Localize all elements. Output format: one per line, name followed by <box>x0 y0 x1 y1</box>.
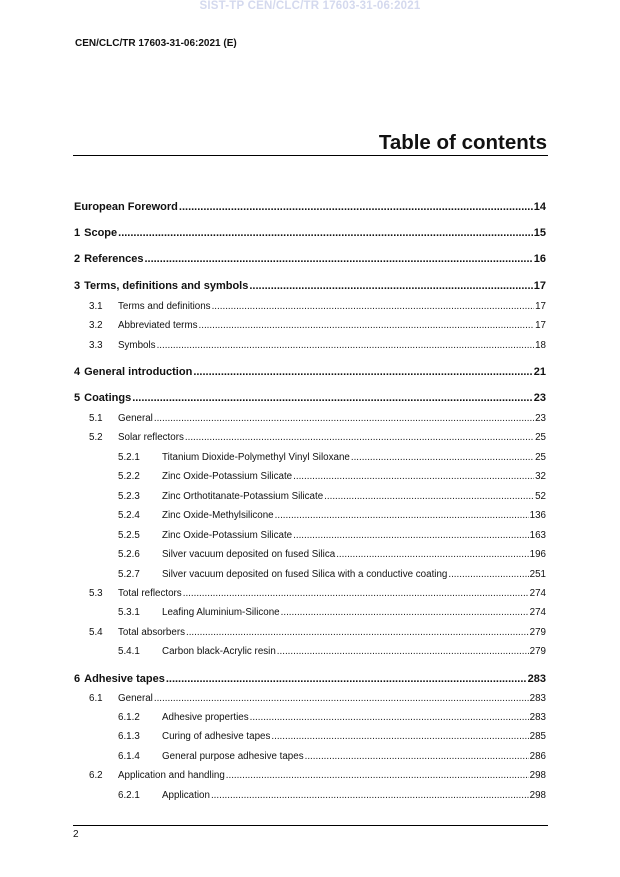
toc-entry-number: 6.1.4 <box>118 751 140 762</box>
toc-leader-dots <box>144 253 532 265</box>
toc-entry[interactable] <box>118 607 546 618</box>
toc-entry-title: Symbols <box>118 340 156 351</box>
footer-divider <box>73 825 548 826</box>
toc-entry-number: 1 <box>74 227 81 239</box>
toc-entry-page: 14 <box>533 201 546 213</box>
toc-entry-title: Carbon black-Acrylic resin <box>162 646 276 657</box>
toc-entry-title: Silver vacuum deposited on fused Silica with a conductive coating <box>162 569 448 580</box>
toc-leader-dots <box>154 693 529 704</box>
toc-leader-dots <box>157 340 535 351</box>
toc-leader-dots <box>271 731 528 742</box>
toc-entry[interactable] <box>89 432 546 443</box>
toc-entry-number: 6.1.2 <box>118 712 140 723</box>
toc-leader-dots <box>275 510 529 521</box>
toc-entry-title: Total absorbers <box>118 627 185 638</box>
toc-entry-number: 5.2.7 <box>118 569 140 580</box>
toc-entry[interactable] <box>118 530 546 541</box>
toc-entry-title: Leafing Aluminium-Silicone <box>162 607 280 618</box>
toc-entry-page: 279 <box>529 646 546 657</box>
toc-entry[interactable] <box>89 693 546 704</box>
toc-entry-number: 4 <box>74 366 81 378</box>
toc-entry[interactable] <box>118 510 546 521</box>
toc-leader-dots <box>154 413 534 424</box>
toc-entry[interactable] <box>74 392 546 404</box>
toc-entry-number: 5.2 <box>89 432 103 443</box>
toc-entry-title: Abbreviated terms <box>118 320 198 331</box>
toc-leader-dots <box>448 569 528 580</box>
toc-entry-page: 16 <box>533 253 546 265</box>
toc-entry-page: 286 <box>529 751 546 762</box>
toc-entry-page: 21 <box>533 366 546 378</box>
toc-entry-page: 23 <box>535 413 546 424</box>
toc-entry-number: 5.2.4 <box>118 510 140 521</box>
toc-entry-page: 15 <box>533 227 546 239</box>
toc-entry[interactable] <box>118 471 546 482</box>
toc-entry-number: 6.1.3 <box>118 731 140 742</box>
toc-entry[interactable] <box>74 673 546 685</box>
toc-entry-title: Scope <box>84 227 118 239</box>
toc-entry-title: Adhesive tapes <box>84 673 165 685</box>
toc-entry[interactable] <box>118 712 546 723</box>
toc-entry[interactable] <box>118 491 546 502</box>
toc-entry[interactable] <box>89 320 546 331</box>
toc-entry-page: 251 <box>529 569 546 580</box>
toc-leader-dots <box>305 751 529 762</box>
toc-entry-page: 274 <box>529 588 546 599</box>
toc-leader-dots <box>132 392 533 404</box>
toc-entry-number: 5.4 <box>89 627 103 638</box>
toc-leader-dots <box>186 627 529 638</box>
toc-entry-page: 52 <box>535 491 546 502</box>
toc-entry-title: General <box>118 413 153 424</box>
toc-entry[interactable] <box>89 413 546 424</box>
toc-entry-number: 5.3.1 <box>118 607 140 618</box>
toc-leader-dots <box>212 301 535 312</box>
toc-entry-number: 3.3 <box>89 340 103 351</box>
toc-entry-number: 6 <box>74 673 81 685</box>
toc-entry-title: Coatings <box>84 392 132 404</box>
toc-entry-title: Zinc Oxide-Potassium Silicate <box>162 530 293 541</box>
toc-entry-title: Curing of adhesive tapes <box>162 731 271 742</box>
toc-entry-page: 17 <box>535 301 546 312</box>
toc-entry-title: General introduction <box>84 366 193 378</box>
toc-entry-title: Zinc Oxide-Methylsilicone <box>162 510 274 521</box>
toc-entry[interactable] <box>118 751 546 762</box>
toc-entry-page: 279 <box>529 627 546 638</box>
toc-entry-page: 18 <box>535 340 546 351</box>
toc-entry[interactable] <box>74 253 546 265</box>
toc-entry-number: 5.2.6 <box>118 549 140 560</box>
toc-entry-page: 25 <box>535 452 546 463</box>
toc-entry-title: References <box>84 253 144 265</box>
toc-entry-number: 3.1 <box>89 301 103 312</box>
toc-leader-dots <box>226 770 529 781</box>
toc-entry[interactable] <box>89 770 546 781</box>
toc-entry[interactable] <box>89 301 546 312</box>
toc-entry-number: 5.1 <box>89 413 103 424</box>
toc-entry[interactable] <box>118 790 546 801</box>
toc-leader-dots <box>185 432 534 443</box>
toc-leader-dots <box>277 646 529 657</box>
toc-entry-title: Adhesive properties <box>162 712 249 723</box>
toc-entry-title: General purpose adhesive tapes <box>162 751 304 762</box>
toc-leader-dots <box>249 280 532 292</box>
toc-entry-title: Zinc Orthotitanate-Potassium Silicate <box>162 491 324 502</box>
toc-entry-title: European Foreword <box>74 201 178 213</box>
toc-entry-number: 2 <box>74 253 81 265</box>
toc-entry[interactable] <box>118 569 546 580</box>
toc-leader-dots <box>211 790 529 801</box>
title-divider <box>73 155 548 156</box>
page-number: 2 <box>73 829 79 840</box>
toc-entry-page: 298 <box>529 790 546 801</box>
toc-leader-dots <box>183 588 529 599</box>
toc-entry-number: 5.4.1 <box>118 646 140 657</box>
toc-leader-dots <box>293 530 529 541</box>
document-code: CEN/CLC/TR 17603-31-06:2021 (E) <box>75 38 237 49</box>
toc-entry-page: 23 <box>533 392 546 404</box>
toc-entry-page: 285 <box>529 731 546 742</box>
toc-entry-title: Silver vacuum deposited on fused Silica <box>162 549 336 560</box>
toc-entry-page: 136 <box>529 510 546 521</box>
toc-leader-dots <box>281 607 529 618</box>
toc-entry[interactable] <box>118 549 546 560</box>
toc-entry-title: Zinc Oxide-Potassium Silicate <box>162 471 293 482</box>
toc-leader-dots <box>250 712 529 723</box>
toc-entry[interactable] <box>118 452 546 463</box>
toc-entry-page: 17 <box>533 280 546 292</box>
watermark: SIST-TP CEN/CLC/TR 17603-31-06:2021 <box>199 0 421 12</box>
toc-entry-number: 5.3 <box>89 588 103 599</box>
toc-entry-page: 163 <box>529 530 546 541</box>
toc-entry-number: 6.1 <box>89 693 103 704</box>
toc-entry-number: 6.2.1 <box>118 790 140 801</box>
toc-title: Table of contents <box>378 131 547 154</box>
toc-entry[interactable] <box>89 627 546 638</box>
toc-entry-title: General <box>118 693 153 704</box>
toc-leader-dots <box>336 549 528 560</box>
toc-entry-number: 6.2 <box>89 770 103 781</box>
toc-entry-page: 283 <box>529 693 546 704</box>
toc-entry-number: 5.2.2 <box>118 471 140 482</box>
toc-entry-number: 5.2.3 <box>118 491 140 502</box>
toc-leader-dots <box>351 452 534 463</box>
toc-entry-number: 5 <box>74 392 81 404</box>
toc-leader-dots <box>166 673 527 685</box>
toc-entry[interactable] <box>118 646 546 657</box>
toc-entry-page: 25 <box>535 432 546 443</box>
toc-leader-dots <box>199 320 535 331</box>
toc-leader-dots <box>324 491 534 502</box>
toc-entry-page: 196 <box>529 549 546 560</box>
toc-entry-title: Application and handling <box>118 770 225 781</box>
toc-leader-dots <box>193 366 532 378</box>
toc-entry[interactable] <box>118 731 546 742</box>
toc-entry-page: 274 <box>529 607 546 618</box>
toc-entry-title: Titanium Dioxide-Polymethyl Vinyl Siloxane <box>162 452 350 463</box>
toc-entry-number: 3.2 <box>89 320 103 331</box>
toc-leader-dots <box>179 201 533 213</box>
toc-entry-page: 283 <box>527 673 546 685</box>
toc-entry-title: Total reflectors <box>118 588 182 599</box>
toc-entry-title: Terms and definitions <box>118 301 211 312</box>
toc-entry-number: 3 <box>74 280 81 292</box>
toc-entry-title: Terms, definitions and symbols <box>84 280 249 292</box>
toc-entry-title: Solar reflectors <box>118 432 184 443</box>
toc-entry[interactable] <box>74 201 546 213</box>
toc-entry-number: 5.2.5 <box>118 530 140 541</box>
toc-entry-title: Application <box>162 790 210 801</box>
toc-entry[interactable] <box>74 280 546 292</box>
toc-entry[interactable] <box>74 227 546 239</box>
toc-leader-dots <box>293 471 534 482</box>
toc-leader-dots <box>118 227 533 239</box>
toc-entry[interactable] <box>89 588 546 599</box>
toc-entry-page: 298 <box>529 770 546 781</box>
toc-entry-page: 283 <box>529 712 546 723</box>
toc-entry-number: 5.2.1 <box>118 452 140 463</box>
toc-entry[interactable] <box>74 366 546 378</box>
toc-entry[interactable] <box>89 340 546 351</box>
toc-entry-page: 32 <box>535 471 546 482</box>
toc-entry-page: 17 <box>535 320 546 331</box>
